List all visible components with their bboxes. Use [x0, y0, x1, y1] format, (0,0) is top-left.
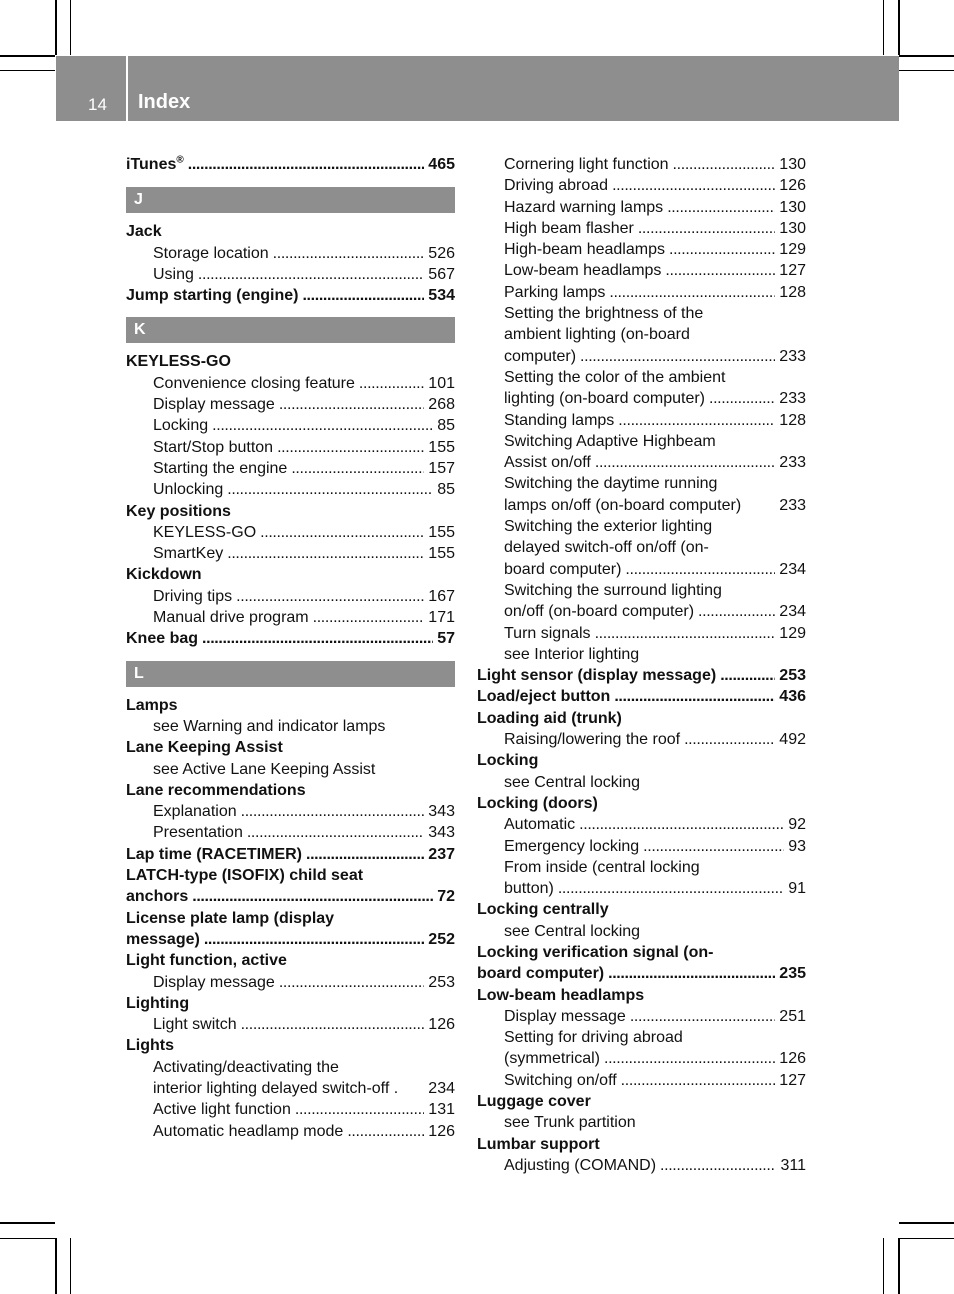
index-heading: License plate lamp (display — [126, 909, 335, 927]
index-subentry: Explanation . . . 343 — [126, 801, 455, 822]
index-subentry: Standing lamps . . . 128 — [477, 410, 806, 431]
page-ref[interactable]: 126 — [428, 1122, 455, 1140]
crop-mark — [70, 1238, 71, 1294]
page-ref[interactable]: 233 — [779, 390, 806, 408]
index-subentry: Automatic headlamp mode . . . 126 — [126, 1121, 455, 1142]
crop-mark — [0, 1222, 55, 1224]
index-subentry: lighting (on-board computer) . . . 233 — [477, 388, 806, 409]
index-subentry: interior lighting delayed switch-off . 234 — [126, 1078, 455, 1099]
page-ref[interactable]: 234 — [779, 560, 806, 578]
header-divider — [126, 56, 128, 121]
index-subentry: Driving tips . . . 167 — [126, 586, 455, 607]
index-heading: Lamps — [126, 696, 178, 714]
page-ref[interactable]: 235 — [779, 965, 806, 983]
index-entry: board computer) . . . 235 — [477, 963, 806, 984]
page-ref[interactable]: 131 — [428, 1101, 455, 1119]
page-ref[interactable]: 155 — [428, 438, 455, 456]
index-heading: Jack — [126, 223, 162, 241]
page-ref[interactable]: 57 — [437, 630, 455, 648]
index-subentry: board computer) . . . 234 — [477, 559, 806, 580]
index-column-left — [126, 154, 455, 1142]
page-ref[interactable]: 253 — [779, 667, 806, 685]
page-ref[interactable]: 128 — [779, 283, 806, 301]
index-heading: Light function, active — [126, 952, 287, 970]
index-subentry: button) . . . 91 — [477, 878, 806, 899]
page-ref[interactable]: 167 — [428, 587, 455, 605]
page-ref[interactable]: 85 — [437, 417, 455, 435]
index-see-reference[interactable]: see Interior lighting — [504, 645, 640, 663]
index-subentry-text: Switching Adaptive Highbeam — [504, 432, 716, 450]
crop-mark — [898, 1238, 900, 1294]
index-subentry-text: Setting the color of the ambient — [504, 368, 726, 386]
index-subentry: Assist on/off . . . 233 — [477, 452, 806, 473]
crop-mark — [899, 1238, 954, 1239]
index-entry: Light sensor (display message) . . . 253 — [477, 665, 806, 686]
index-subentry: Starting the engine . . . 157 — [126, 458, 455, 479]
page-ref[interactable]: 130 — [779, 219, 806, 237]
crop-mark — [0, 1238, 55, 1239]
index-heading: Loading aid (trunk) — [477, 709, 622, 727]
page-ref[interactable]: 127 — [779, 1071, 806, 1089]
crop-mark — [899, 1222, 954, 1224]
index-subentry: KEYLESS-GO . . . 155 — [126, 522, 455, 543]
index-subentry: Convenience closing feature . . . 101 — [126, 373, 455, 394]
page-header — [56, 56, 899, 121]
index-subentry-text: From inside (central locking — [504, 858, 700, 876]
index-subentry: Cornering light function . . . 130 — [477, 154, 806, 175]
page-ref[interactable]: 171 — [428, 609, 455, 627]
index-subentry: Display message . . . 253 — [126, 972, 455, 993]
index-heading: Lane Keeping Assist — [126, 739, 283, 757]
crop-mark — [899, 70, 954, 71]
index-subentry: Presentation . . . 343 — [126, 822, 455, 843]
index-heading: LATCH-type (ISOFIX) child seat — [126, 867, 364, 885]
index-subentry: High beam flasher . . . 130 — [477, 218, 806, 239]
index-subentry: Storage location . . . 526 — [126, 243, 455, 264]
index-subentry: Light switch . . . 126 — [126, 1014, 455, 1035]
index-subentry: Manual drive program . . . 171 — [126, 607, 455, 628]
index-heading: Key positions — [126, 502, 231, 520]
crop-mark — [883, 0, 884, 55]
index-heading: Lane recommendations — [126, 781, 306, 799]
page-ref[interactable]: 234 — [779, 603, 806, 621]
page-ref[interactable]: 126 — [428, 1016, 455, 1034]
section-letter: K — [126, 317, 455, 343]
crop-mark — [0, 55, 55, 57]
page-ref[interactable]: 311 — [780, 1156, 806, 1174]
page-ref[interactable]: 233 — [779, 454, 806, 472]
index-heading: Locking verification signal (on- — [477, 943, 714, 961]
page-ref[interactable]: 343 — [428, 824, 455, 842]
crop-mark — [0, 70, 55, 71]
page-title: Index — [138, 91, 191, 113]
page-ref[interactable]: 130 — [779, 198, 806, 216]
page-ref[interactable]: 155 — [428, 523, 455, 541]
page-ref[interactable]: 253 — [428, 973, 455, 991]
crop-mark — [70, 0, 71, 55]
index-subentry: Hazard warning lamps . . . 130 — [477, 197, 806, 218]
page-ref[interactable]: 126 — [779, 1050, 806, 1068]
page-ref[interactable]: 157 — [428, 459, 455, 477]
page-ref[interactable]: 155 — [428, 545, 455, 563]
page-number: 14 — [88, 95, 107, 114]
index-subentry-text: Switching the exterior lighting — [504, 518, 713, 536]
page-ref[interactable]: 91 — [788, 880, 806, 898]
index-subentry: Parking lamps . . . 128 — [477, 282, 806, 303]
index-entry: Jump starting (engine) . . . 534 — [126, 285, 455, 306]
page-ref[interactable]: 567 — [428, 265, 455, 283]
index-subentry: Adjusting (COMAND) . . . 311 — [477, 1155, 806, 1176]
page-ref[interactable]: 343 — [428, 803, 455, 821]
page-ref[interactable]: 101 — [428, 374, 455, 392]
page-ref[interactable]: 251 — [779, 1007, 806, 1025]
index-subentry: Start/Stop button . . . 155 — [126, 437, 455, 458]
page-ref[interactable]: 233 — [779, 347, 806, 365]
crop-mark — [55, 0, 57, 55]
index-subentry: lamps on/off (on-board computer) 233 — [477, 495, 806, 516]
index-subentry: Display message . . . 268 — [126, 394, 455, 415]
page-ref[interactable]: 129 — [779, 241, 806, 259]
index-subentry: SmartKey . . . 155 — [126, 543, 455, 564]
index-heading: Locking centrally — [477, 901, 609, 919]
index-heading: Lights — [126, 1037, 174, 1055]
page-ref[interactable]: 492 — [779, 731, 806, 749]
index-see-reference[interactable]: see Active Lane Keeping Assist — [153, 760, 376, 778]
page-ref[interactable]: 436 — [779, 688, 806, 706]
page-ref[interactable]: 72 — [437, 888, 455, 906]
index-entry: Knee bag . . . 57 — [126, 628, 455, 649]
index-heading: Luggage cover — [477, 1093, 591, 1111]
index-subentry-text: ambient lighting (on-board — [504, 326, 690, 344]
page-ref[interactable]: 127 — [779, 262, 806, 280]
index-subentry-text: delayed switch-off on/off (on- — [504, 539, 709, 557]
index-subentry: Active light function . . . 131 — [126, 1099, 455, 1120]
page-ref[interactable]: 465 — [428, 156, 455, 173]
index-heading: Low-beam headlamps — [477, 986, 645, 1004]
page-ref[interactable]: 534 — [428, 287, 455, 305]
index-heading: KEYLESS-GO — [126, 353, 231, 371]
index-subentry: computer) . . . 233 — [477, 346, 806, 367]
index-subentry-text: Switching the daytime running — [504, 475, 718, 493]
index-entry: Lap time (RACETIMER) . . . 237 — [126, 844, 455, 865]
index-subentry: Using . . . 567 — [126, 264, 455, 285]
page-ref[interactable]: 130 — [779, 156, 806, 173]
index-see-reference[interactable]: see Central locking — [504, 773, 641, 791]
crop-mark — [898, 0, 900, 55]
index-subentry: Unlocking . . . 85 — [126, 479, 455, 500]
index-subentry: Locking . . . 85 — [126, 415, 455, 436]
index-subentry: Turn signals . . . 129 — [477, 623, 806, 644]
page-ref[interactable]: 129 — [779, 624, 806, 642]
page-ref[interactable]: 126 — [779, 177, 806, 195]
index-heading: Lighting — [126, 994, 190, 1012]
index-subentry: (symmetrical) . . . 126 — [477, 1048, 806, 1069]
index-entry: Load/eject button . . . 436 — [477, 686, 806, 707]
page-ref[interactable]: 252 — [428, 930, 455, 948]
page-ref[interactable]: 526 — [428, 244, 455, 262]
page-ref[interactable]: 233 — [779, 496, 806, 514]
index-column-right — [477, 154, 806, 1176]
index-heading: Locking — [477, 752, 539, 770]
section-letter: J — [126, 187, 455, 213]
page-ref[interactable]: 85 — [437, 481, 455, 499]
index-subentry-text: Activating/deactivating the — [153, 1058, 339, 1076]
page-ref[interactable]: 268 — [428, 396, 455, 414]
index-subentry: Low-beam headlamps . . . 127 — [477, 260, 806, 281]
crop-mark — [883, 1238, 884, 1294]
index-subentry: Switching on/off . . . 127 — [477, 1070, 806, 1091]
section-letter: L — [126, 661, 455, 687]
page-ref[interactable]: 237 — [428, 845, 455, 863]
index-subentry-text: Switching the surround lighting — [504, 581, 722, 599]
index-subentry: on/off (on-board computer) . . . 234 — [477, 601, 806, 622]
index-subentry: Emergency locking . . . 93 — [477, 836, 806, 857]
index-see-reference[interactable]: see Trunk partition — [504, 1114, 636, 1132]
crop-mark — [899, 55, 954, 57]
index-subentry-text: Setting the brightness of the — [504, 305, 704, 323]
index-subentry: High-beam headlamps . . . 129 — [477, 239, 806, 260]
index-heading: Kickdown — [126, 566, 202, 584]
crop-mark — [55, 1238, 57, 1294]
index-entry: message) . . . 252 — [126, 929, 455, 950]
index-entry: anchors . . . 72 — [126, 886, 455, 907]
page-ref[interactable]: 234 — [428, 1079, 455, 1097]
index-subentry: Automatic . . . 92 — [477, 814, 806, 835]
index-see-reference[interactable]: see Central locking — [504, 922, 641, 940]
index-subentry: Driving abroad . . . 126 — [477, 175, 806, 196]
index-entry: iTunes® . . . 465 — [126, 154, 455, 175]
index-subentry: Display message . . . 251 — [477, 1006, 806, 1027]
index-heading: Locking (doors) — [477, 794, 598, 812]
index-see-reference[interactable]: see Warning and indicator lamps — [153, 717, 386, 735]
page-ref[interactable]: 93 — [788, 837, 806, 855]
page-ref[interactable]: 92 — [788, 816, 806, 834]
page-ref[interactable]: 128 — [779, 411, 806, 429]
index-subentry-text: Setting for driving abroad — [504, 1029, 683, 1047]
index-heading: Lumbar support — [477, 1135, 600, 1153]
index-subentry: Raising/lowering the roof . . . 492 — [477, 729, 806, 750]
